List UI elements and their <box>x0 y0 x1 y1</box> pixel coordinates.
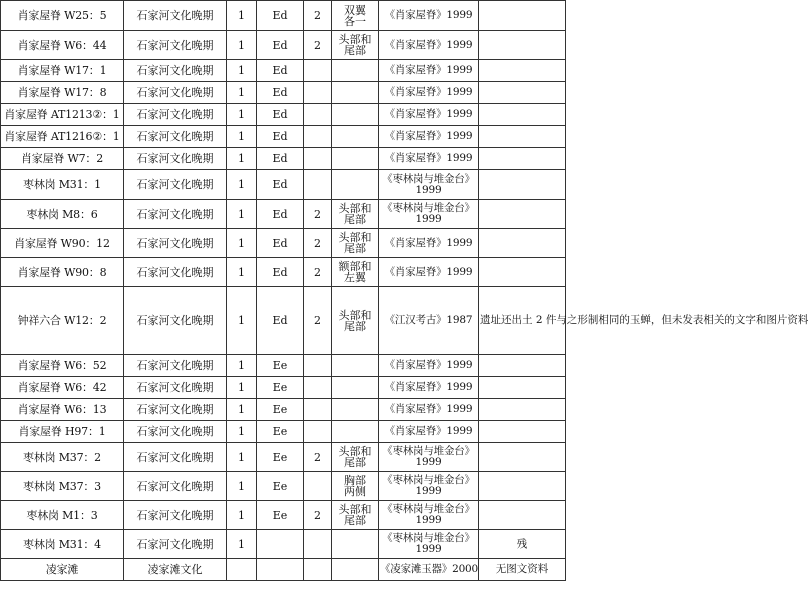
culture-cell: 石家河文化晚期 <box>124 287 227 355</box>
hole-count-cell <box>304 377 332 399</box>
drill-position-cell <box>332 104 379 126</box>
source-cell: 《肖家屋脊》1999 <box>379 82 479 104</box>
site-cell: 枣林岗 M37：2 <box>1 443 124 472</box>
table-row <box>1 421 566 443</box>
culture-cell: 石家河文化晚期 <box>124 170 227 200</box>
quantity-cell: 1 <box>227 126 257 148</box>
site-cell: 肖家屋脊 W90：12 <box>1 229 124 258</box>
hole-count-cell <box>304 104 332 126</box>
table-row <box>1 1 566 31</box>
site-cell: 肖家屋脊 AT1213②：1 <box>1 104 124 126</box>
note-cell <box>479 258 566 287</box>
culture-cell: 石家河文化晚期 <box>124 501 227 530</box>
table-row <box>1 287 566 355</box>
hole-count-cell: 2 <box>304 31 332 60</box>
table-row <box>1 31 566 60</box>
hole-count-cell: 2 <box>304 443 332 472</box>
note-cell <box>479 1 566 31</box>
type-cell: Ed <box>257 104 304 126</box>
hole-count-cell: 2 <box>304 258 332 287</box>
type-cell: Ed <box>257 287 304 355</box>
hole-count-cell <box>304 126 332 148</box>
source-cell: 《枣林岗与堆金台》 1999 <box>379 530 479 559</box>
note-cell <box>479 31 566 60</box>
hole-count-cell: 2 <box>304 200 332 229</box>
note-cell <box>479 200 566 229</box>
type-cell: Ed <box>257 148 304 170</box>
quantity-cell: 1 <box>227 148 257 170</box>
culture-cell: 石家河文化晚期 <box>124 377 227 399</box>
culture-cell: 石家河文化晚期 <box>124 148 227 170</box>
drill-position-cell: 胸部 两侧 <box>332 472 379 501</box>
quantity-cell: 1 <box>227 355 257 377</box>
note-cell: 无图文资料 <box>479 559 566 581</box>
quantity-cell: 1 <box>227 421 257 443</box>
culture-cell: 石家河文化晚期 <box>124 443 227 472</box>
quantity-cell: 1 <box>227 472 257 501</box>
site-cell: 肖家屋脊 W90：8 <box>1 258 124 287</box>
hole-count-cell <box>304 170 332 200</box>
hole-count-cell <box>304 148 332 170</box>
source-cell: 《肖家屋脊》1999 <box>379 377 479 399</box>
site-cell: 枣林岗 M37：3 <box>1 472 124 501</box>
source-cell: 《枣林岗与堆金台》 1999 <box>379 501 479 530</box>
site-cell: 肖家屋脊 W6：13 <box>1 399 124 421</box>
drill-position-cell <box>332 126 379 148</box>
culture-cell: 石家河文化晚期 <box>124 1 227 31</box>
source-cell: 《肖家屋脊》1999 <box>379 229 479 258</box>
source-cell: 《枣林岗与堆金台》 1999 <box>379 472 479 501</box>
table-row <box>1 355 566 377</box>
drill-position-cell <box>332 421 379 443</box>
table-row <box>1 170 566 200</box>
culture-cell: 石家河文化晚期 <box>124 82 227 104</box>
table-row <box>1 82 566 104</box>
drill-position-cell: 头部和 尾部 <box>332 443 379 472</box>
table-row <box>1 472 566 501</box>
drill-position-cell <box>332 170 379 200</box>
source-cell: 《肖家屋脊》1999 <box>379 355 479 377</box>
site-cell: 肖家屋脊 W6：44 <box>1 31 124 60</box>
site-cell: 枣林岗 M8：6 <box>1 200 124 229</box>
drill-position-cell: 头部和 尾部 <box>332 200 379 229</box>
note-cell <box>479 60 566 82</box>
culture-cell: 石家河文化晚期 <box>124 229 227 258</box>
type-cell: Ee <box>257 399 304 421</box>
site-cell: 枣林岗 M31：1 <box>1 170 124 200</box>
note-cell <box>479 399 566 421</box>
source-cell: 《肖家屋脊》1999 <box>379 1 479 31</box>
site-cell: 肖家屋脊 AT1216②：1 <box>1 126 124 148</box>
hole-count-cell: 2 <box>304 501 332 530</box>
table-row <box>1 229 566 258</box>
table-row <box>1 126 566 148</box>
note-cell <box>479 170 566 200</box>
hole-count-cell <box>304 421 332 443</box>
culture-cell: 石家河文化晚期 <box>124 31 227 60</box>
quantity-cell <box>227 559 257 581</box>
quantity-cell: 1 <box>227 530 257 559</box>
table-row <box>1 443 566 472</box>
type-cell: Ee <box>257 377 304 399</box>
site-cell: 枣林岗 M1：3 <box>1 501 124 530</box>
source-cell: 《凌家滩玉器》2000 <box>379 559 479 581</box>
site-cell: 肖家屋脊 W25：5 <box>1 1 124 31</box>
note-cell <box>479 501 566 530</box>
culture-cell: 石家河文化晚期 <box>124 60 227 82</box>
source-cell: 《枣林岗与堆金台》 1999 <box>379 200 479 229</box>
type-cell: Ed <box>257 1 304 31</box>
table-row <box>1 559 566 581</box>
table-row <box>1 104 566 126</box>
drill-position-cell <box>332 60 379 82</box>
source-cell: 《肖家屋脊》1999 <box>379 148 479 170</box>
table-row <box>1 399 566 421</box>
source-cell: 《肖家屋脊》1999 <box>379 60 479 82</box>
culture-cell: 石家河文化晚期 <box>124 200 227 229</box>
type-cell: Ed <box>257 229 304 258</box>
type-cell: Ed <box>257 126 304 148</box>
hole-count-cell: 2 <box>304 229 332 258</box>
drill-position-cell <box>332 82 379 104</box>
type-cell: Ee <box>257 443 304 472</box>
table-row <box>1 60 566 82</box>
source-cell: 《枣林岗与堆金台》 1999 <box>379 170 479 200</box>
table-row <box>1 200 566 229</box>
type-cell: Ed <box>257 200 304 229</box>
note-cell <box>479 229 566 258</box>
type-cell: Ee <box>257 472 304 501</box>
type-cell <box>257 530 304 559</box>
type-cell: Ed <box>257 60 304 82</box>
hole-count-cell <box>304 355 332 377</box>
quantity-cell: 1 <box>227 501 257 530</box>
culture-cell: 石家河文化晚期 <box>124 421 227 443</box>
type-cell: Ed <box>257 170 304 200</box>
hole-count-cell <box>304 60 332 82</box>
site-cell: 肖家屋脊 W6：42 <box>1 377 124 399</box>
table-row <box>1 501 566 530</box>
drill-position-cell <box>332 377 379 399</box>
drill-position-cell <box>332 148 379 170</box>
drill-position-cell <box>332 355 379 377</box>
quantity-cell: 1 <box>227 443 257 472</box>
note-cell <box>479 472 566 501</box>
table-row <box>1 258 566 287</box>
quantity-cell: 1 <box>227 31 257 60</box>
type-cell: Ee <box>257 421 304 443</box>
quantity-cell: 1 <box>227 200 257 229</box>
drill-position-cell: 头部和 尾部 <box>332 229 379 258</box>
source-cell: 《肖家屋脊》1999 <box>379 421 479 443</box>
source-cell: 《肖家屋脊》1999 <box>379 104 479 126</box>
type-cell: Ed <box>257 82 304 104</box>
hole-count-cell <box>304 559 332 581</box>
drill-position-cell <box>332 399 379 421</box>
hole-count-cell: 2 <box>304 287 332 355</box>
quantity-cell: 1 <box>227 229 257 258</box>
type-cell: Ee <box>257 355 304 377</box>
source-cell: 《肖家屋脊》1999 <box>379 126 479 148</box>
source-cell: 《枣林岗与堆金台》 1999 <box>379 443 479 472</box>
drill-position-cell: 双翼 各一 <box>332 1 379 31</box>
table-row <box>1 530 566 559</box>
site-cell: 肖家屋脊 W17：8 <box>1 82 124 104</box>
drill-position-cell <box>332 530 379 559</box>
quantity-cell: 1 <box>227 1 257 31</box>
quantity-cell: 1 <box>227 377 257 399</box>
culture-cell: 石家河文化晚期 <box>124 472 227 501</box>
quantity-cell: 1 <box>227 399 257 421</box>
source-cell: 《肖家屋脊》1999 <box>379 258 479 287</box>
drill-position-cell <box>332 559 379 581</box>
culture-cell: 石家河文化晚期 <box>124 355 227 377</box>
drill-position-cell: 头部和 尾部 <box>332 31 379 60</box>
hole-count-cell: 2 <box>304 1 332 31</box>
source-cell: 《肖家屋脊》1999 <box>379 399 479 421</box>
site-cell: 肖家屋脊 W7：2 <box>1 148 124 170</box>
drill-position-cell: 头部和 尾部 <box>332 501 379 530</box>
site-cell: 枣林岗 M31：4 <box>1 530 124 559</box>
type-cell <box>257 559 304 581</box>
hole-count-cell <box>304 530 332 559</box>
culture-cell: 石家河文化晚期 <box>124 104 227 126</box>
note-cell <box>479 126 566 148</box>
note-cell <box>479 421 566 443</box>
culture-cell: 凌家滩文化 <box>124 559 227 581</box>
quantity-cell: 1 <box>227 258 257 287</box>
table-row <box>1 148 566 170</box>
quantity-cell: 1 <box>227 170 257 200</box>
note-cell <box>479 355 566 377</box>
site-cell: 肖家屋脊 W6：52 <box>1 355 124 377</box>
hole-count-cell <box>304 399 332 421</box>
quantity-cell: 1 <box>227 60 257 82</box>
site-cell: 凌家滩 <box>1 559 124 581</box>
culture-cell: 石家河文化晚期 <box>124 258 227 287</box>
quantity-cell: 1 <box>227 82 257 104</box>
drill-position-cell: 头部和 尾部 <box>332 287 379 355</box>
note-cell: 残 <box>479 530 566 559</box>
source-cell: 《江汉考古》1987 <box>379 287 479 355</box>
culture-cell: 石家河文化晚期 <box>124 530 227 559</box>
quantity-cell: 1 <box>227 104 257 126</box>
table-row <box>1 377 566 399</box>
table-body <box>1 1 808 581</box>
source-cell: 《肖家屋脊》1999 <box>379 31 479 60</box>
note-cell: 遗址还出土 2 件与之形制相同的玉蝉，但未发表相关的文字和图片资料 <box>479 287 566 355</box>
culture-cell: 石家河文化晚期 <box>124 399 227 421</box>
hole-count-cell <box>304 82 332 104</box>
drill-position-cell: 额部和 左翼 <box>332 258 379 287</box>
culture-cell: 石家河文化晚期 <box>124 126 227 148</box>
type-cell: Ed <box>257 258 304 287</box>
site-cell: 肖家屋脊 H97：1 <box>1 421 124 443</box>
note-cell <box>479 377 566 399</box>
note-cell <box>479 148 566 170</box>
type-cell: Ee <box>257 501 304 530</box>
note-cell <box>479 82 566 104</box>
site-cell: 肖家屋脊 W17：1 <box>1 60 124 82</box>
site-cell: 钟祥六合 W12：2 <box>1 287 124 355</box>
note-cell <box>479 443 566 472</box>
hole-count-cell <box>304 472 332 501</box>
note-cell <box>479 104 566 126</box>
quantity-cell: 1 <box>227 287 257 355</box>
type-cell: Ed <box>257 31 304 60</box>
